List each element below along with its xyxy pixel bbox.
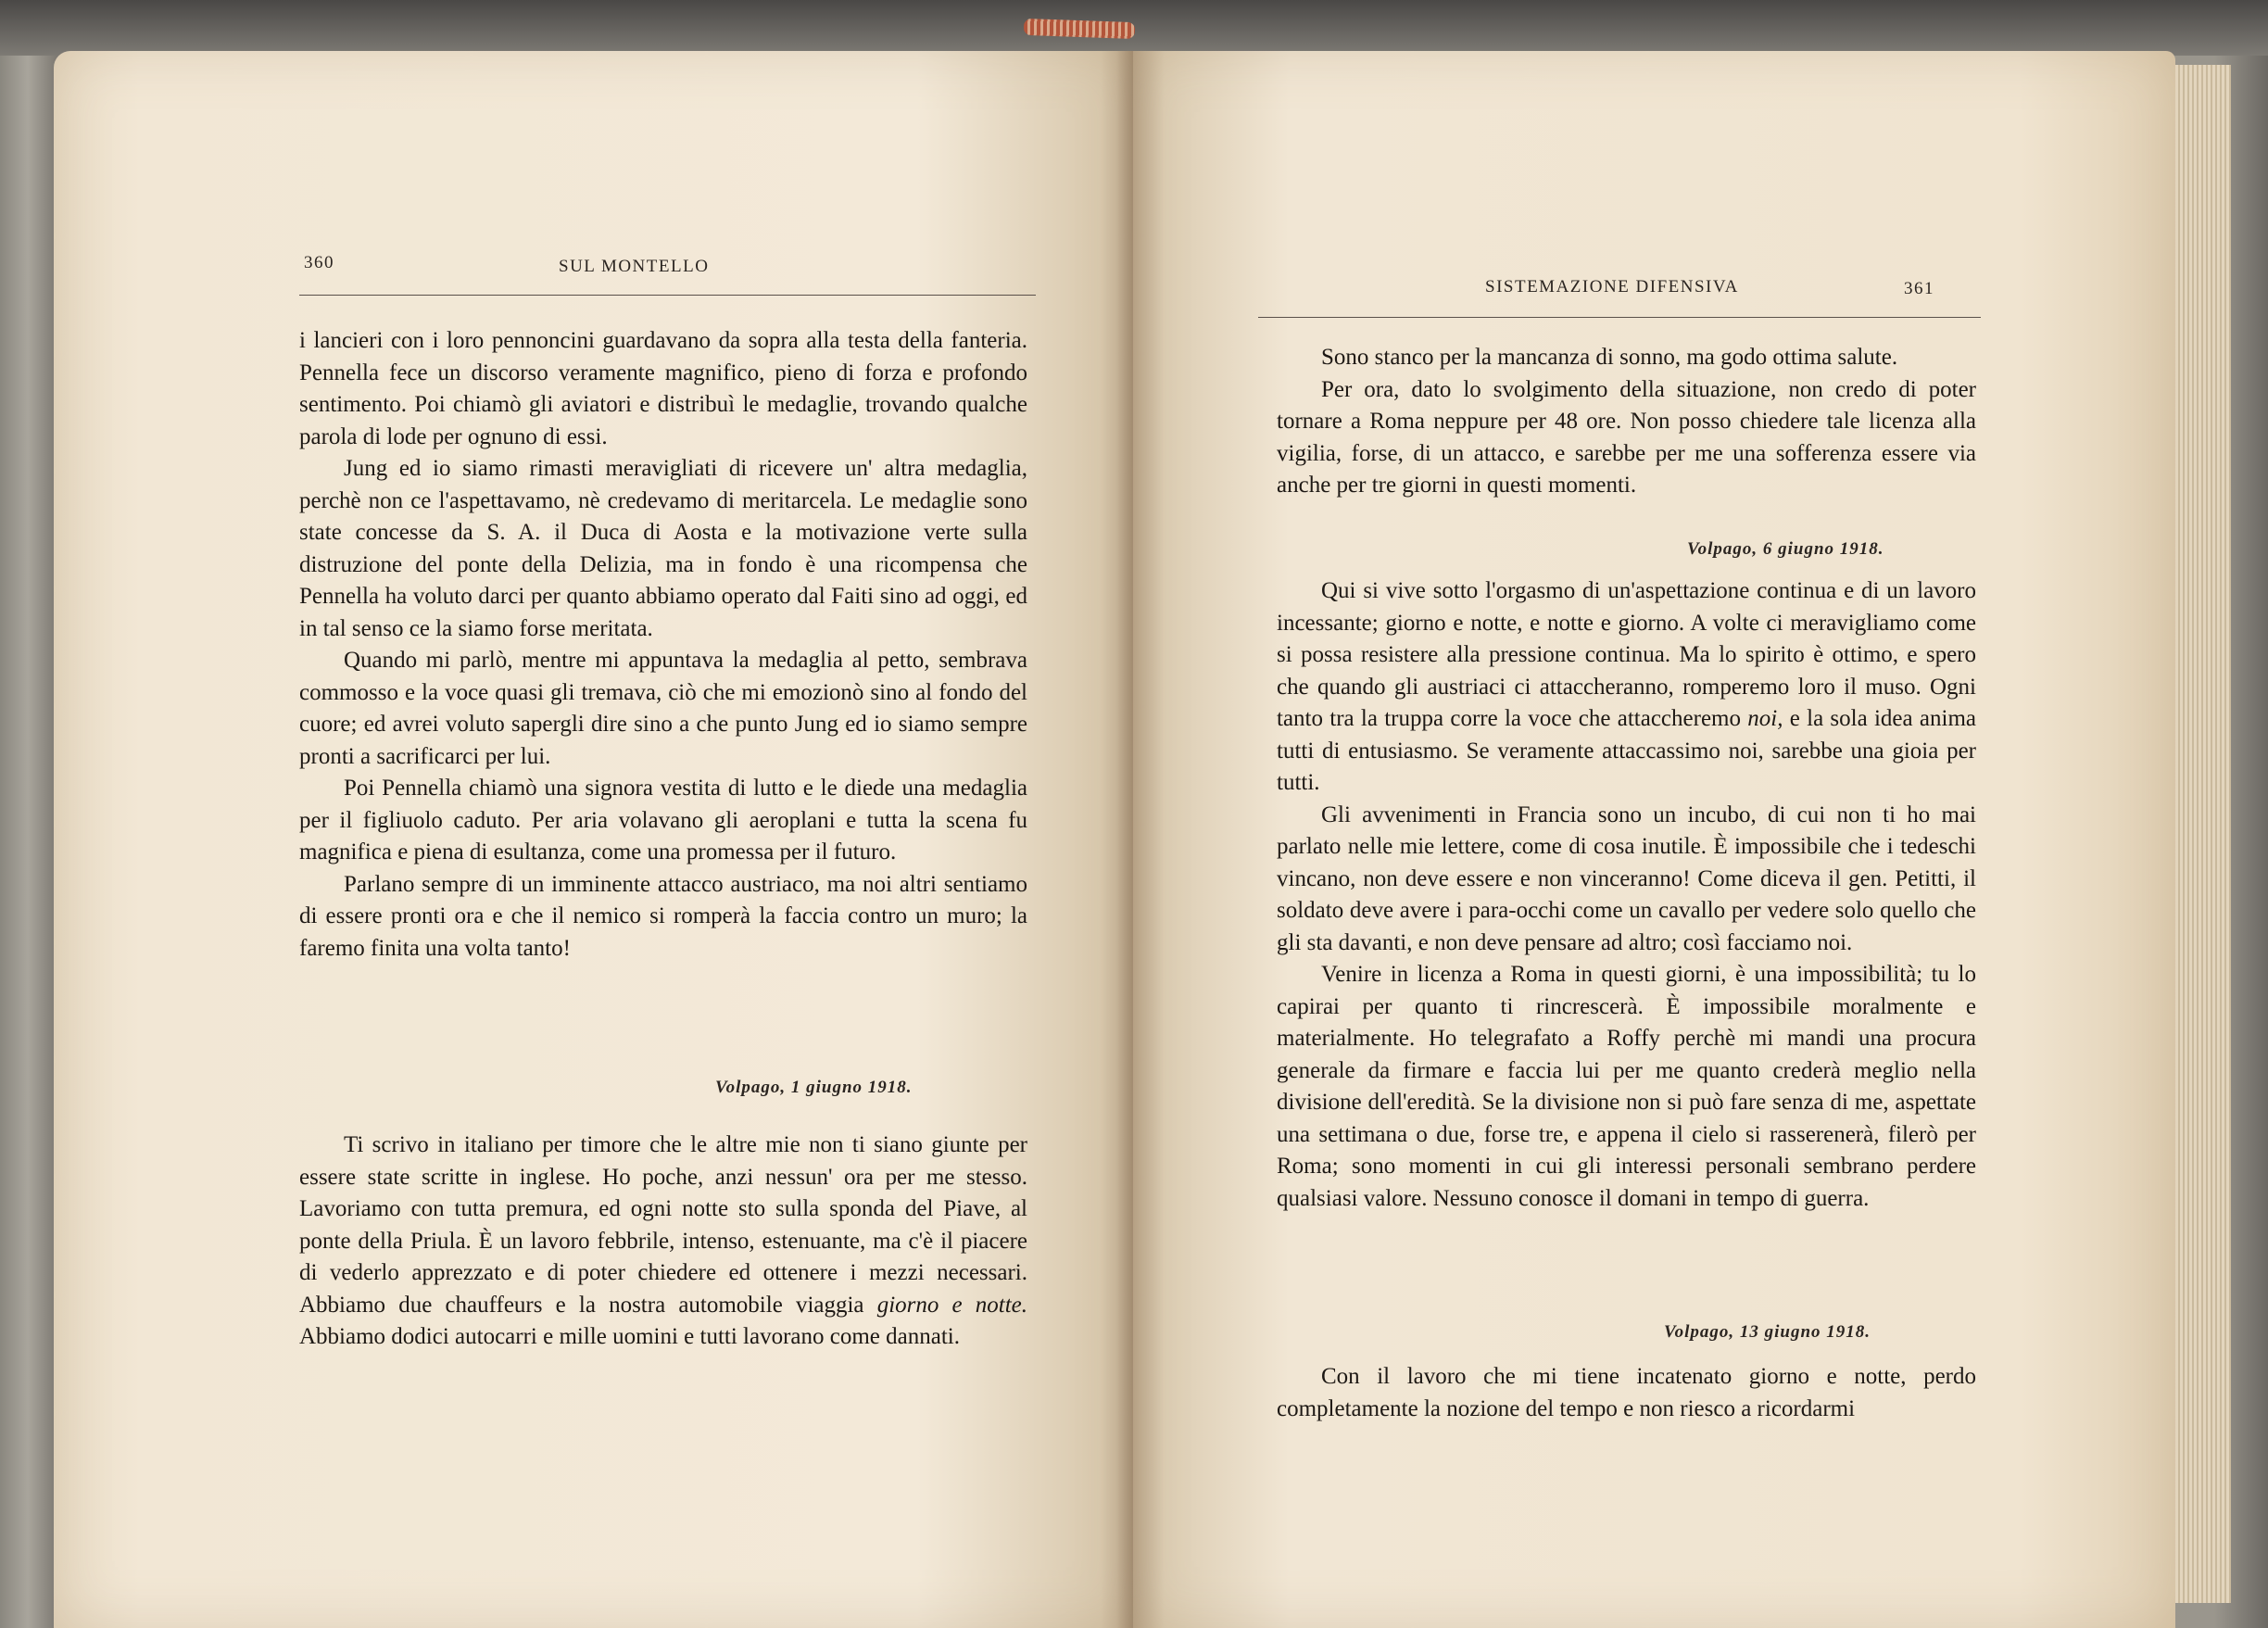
paragraph: Jung ed io siamo rimasti meravigliati di ricevere un' altra medaglia, perchè non ce l'aspettavamo, nè credevamo di meritarcela. Le medaglie sono state concesse da S. A. il Duca di Aosta e la motivazione verte sulla distruzione del ponte della Delizia, ma in fondo è una ricompensa che Pennella ha voluto darci per quanto abbiamo operato dal Faiti sino ad oggi, ed in tal senso ce la siamo forse meritata. xyxy=(299,456,1027,641)
paragraph: Per ora, dato lo svolgimento della situazione, non credo di poter tornare a Roma neppure per 48 ore. Non posso chiedere tale licenza alla vigilia, forse, di un attacco, e sarebbe per me una sofferenza essere via anche per tre giorni in questi momenti. xyxy=(1277,376,1976,498)
right-text-block-1 xyxy=(1277,342,1976,502)
paragraph: Venire in licenza a Roma in questi giorni, è una impossibilità; tu lo capirai per quanto ti rincrescerà. È impossibile moralmente e materialmente. Ho telegrafato a Roffy perchè mi mandi una procura generale da firmare e faccia lui per me quanto crederà meglio nella divisione dell'eredità. Se la divisione non si può fare senza di me, aspettate una settimana o due, forse tre, e appena il cielo si rasserenerà, filerò per Roma; sono momenti in cui gli interessi personali sembrano perdere qualsiasi valore. Nessuno conosce il domani in tempo di guerra. xyxy=(1277,962,1976,1211)
right-text-block-2 xyxy=(1277,575,1976,1215)
right-page xyxy=(1133,51,2175,1628)
paragraph: Con il lavoro che mi tiene incatenato giorno e notte, perdo completamente la nozione del tempo e non riesco a ricordarmi xyxy=(1277,1364,1976,1421)
right-page-number: 361 xyxy=(1904,279,1934,298)
left-text-block-1 xyxy=(299,325,1027,965)
paragraph: Poi Pennella chiamò una signora vestita di lutto e le diede una medaglia per il figliuolo caduto. Per aria volavano gli aeroplani e tutta la scena fu magnifica e piena di esultanza, come una promessa per il futuro. xyxy=(299,776,1027,864)
right-dateline-1: Volpago, 6 giugno 1918. xyxy=(1687,539,1884,559)
paragraph-text: Ti scrivo in italiano per timore che le altre mie non ti siano giunte per essere state scritte in inglese. Ho poche, anzi nessun' ora per me stesso. Lavoriamo con tutta premura, ed ogni notte sto sulla sponda del Piave, al ponte della Priula. È un lavoro febbrile, intenso, estenuante, ma c'è il piacere di vederlo apprezzato e di poter chiedere ed ottenere i mezzi necessari. Abbiamo due chauffeurs e la nostra automobile viaggia xyxy=(299,1132,1027,1318)
paragraph xyxy=(1277,575,1976,800)
paragraph: Parlano sempre di un imminente attacco austriaco, ma noi altri sentiamo di essere pronti ora e che il nemico si romperà la faccia contro un muro; la faremo finita una volta tanto! xyxy=(299,871,1027,961)
paragraph xyxy=(299,1130,1027,1354)
left-page-number: 360 xyxy=(304,253,334,272)
paragraph: i lancieri con i loro pennoncini guardavano da sopra alla testa della fanteria. Pennella fece un discorso veramente magnifico, pieno di forza e profondo sentimento. Poi chiamò gli aviatori e distribuì le medaglie, trovando qualche parola di lode per ognuno di essi. xyxy=(299,328,1027,449)
paragraph-text: Abbiamo dodici autocarri e mille uomini e tutti lavorano come dannati. xyxy=(299,1324,960,1349)
right-text-block-3 xyxy=(1277,1361,1976,1425)
left-page xyxy=(54,51,1133,1628)
right-dateline-2: Volpago, 13 giugno 1918. xyxy=(1664,1322,1871,1342)
paragraph-text: e la sola idea anima tutti di entusiasmo. Se veramente attaccassimo noi, sarebbe una gioia per tutti. xyxy=(1277,706,1976,795)
left-text-block-2 xyxy=(299,1130,1027,1354)
page-edges xyxy=(2175,65,2231,1603)
left-header-rule xyxy=(299,295,1036,296)
paragraph: Sono stanco per la mancanza di sonno, ma godo ottima salute. xyxy=(1321,345,1898,370)
left-dateline: Volpago, 1 giugno 1918. xyxy=(715,1078,913,1097)
emphasis-text: giorno e notte. xyxy=(876,1292,1027,1318)
emphasis-text: noi, xyxy=(1747,706,1783,731)
right-running-head: SISTEMAZIONE DIFENSIVA xyxy=(1485,277,1739,297)
paragraph-text: Qui si vive sotto l'orgasmo di un'aspettazione continua e di un lavoro incessante; giorno e notte, e notte e giorno. A volte ci meravigliamo come si possa resistere alla pressione continua. Ma lo spirito è ottimo, e spero che quando gli austriaci ci attaccheranno, romperemo loro il muso. Ogni tanto tra la truppa corre la voce che attaccheremo xyxy=(1277,578,1976,731)
paragraph: Quando mi parlò, mentre mi appuntava la medaglia al petto, sembrava commosso e la voce quasi gli tremava, ciò che mi emozionò sino al fondo del cuore; ed avrei voluto sapergli dire sino a che punto Jung ed io siamo sempre pronti a sacrificarci per lui. xyxy=(299,648,1027,769)
right-header-rule xyxy=(1258,317,1981,318)
left-running-head: SUL MONTELLO xyxy=(559,257,710,276)
paragraph: Gli avvenimenti in Francia sono un incubo, di cui non ti ho mai parlato nelle mie lettere, come di cosa inutile. È impossibile che i tedeschi vincano, non deve essere e non vinceranno! Come diceva il gen. Petitti, il soldato deve avere i para-occhi come un cavallo per vedere solo quello che gli sta davanti, e non deve pensare ad altro; così facciamo noi. xyxy=(1277,801,1976,955)
